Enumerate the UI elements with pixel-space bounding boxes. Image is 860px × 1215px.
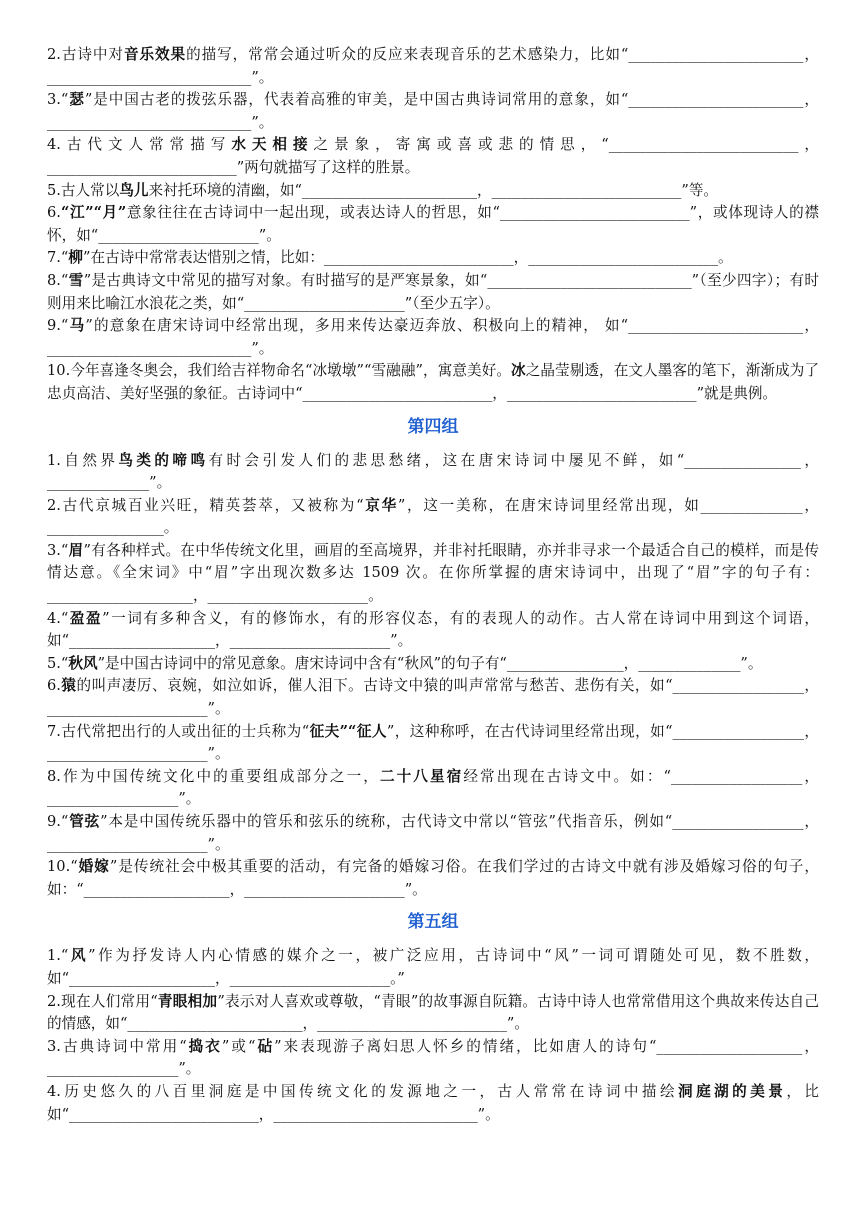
group-3-continued bbox=[47, 44, 819, 406]
question: 2.现在人们常用“青眼相加”表示对人喜欢或尊敬，“青眼”的故事源自阮籍。古诗中诗人也常常借用这个典故来传达自己的情感，如“________________________，__________________________”。 bbox=[47, 992, 819, 1033]
question: 3.“瑟”是中国古老的拨弦乐器，代表着高雅的审美，是中国古典诗词常用的意象，如“________________________，____________________________”。 bbox=[47, 91, 819, 131]
question: 4.古代文人常常描写水天相接之景象，寄寓或喜或悲的情思，“__________________________，__________________________”两句就描写了这样的胜景。 bbox=[47, 136, 819, 176]
question: 4.“盈盈”一词有多种含义，有的修饰水，有的形容仪态，有的表现人的动作。古人常在诗词中用到这个词语，如“____________________，______________________”。 bbox=[47, 609, 819, 650]
question: 8.“雪”是古典诗文中常见的描写对象。有时描写的是严寒景象，如“____________________________”（至少四字）；有时则用来比喻江水浪花之类，如“______________________”（至少五字）。 bbox=[47, 271, 819, 312]
section-heading: 第五组 bbox=[407, 912, 459, 933]
question: 7.“柳”在古诗中常常表达惜别之情，比如：__________________________，__________________________。 bbox=[47, 249, 733, 267]
question: 1.“风”作为抒发诗人内心情感的媒介之一，被广泛应用，古诗词中“风”一词可谓随处可见，数不胜数，如“____________________，______________________。” bbox=[47, 947, 819, 987]
worksheet-page bbox=[47, 44, 819, 1126]
question: 10.“婚嫁”是传统社会中极其重要的活动，有完备的婚嫁习俗。在我们学过的古诗文中就有涉及婚嫁习俗的句子，如：“____________________，______________________”。 bbox=[47, 858, 819, 898]
question: 9.“管弦”本是中国传统乐器中的管乐和弦乐的统称，古代诗文中常以“管弦”代指音乐，例如“__________________，______________________”。 bbox=[47, 813, 819, 853]
question: 3.古典诗词中常用“捣衣”或“砧”来表现游子离妇思人怀乡的情绪，比如唐人的诗句“____________________，__________________”。 bbox=[47, 1037, 819, 1078]
question: 2.古诗中对音乐效果的描写，常常会通过听众的反应来表现音乐的艺术感染力，比如“________________________，____________________________”。 bbox=[47, 46, 819, 86]
question: 5.古人常以鸟儿来衬托环境的清幽，如“________________________，__________________________”等。 bbox=[47, 181, 719, 199]
question: 3.“眉”有各种样式。在中华传统文化里，画眉的至高境界，并非衬托眼睛，亦并非寻求一个最适合自己的模样，而是传情达意。《全宋词》中“眉”字出现次数多达 1509 次。在你所掌握的唐宋诗词中，出现了“眉”字的句子有：____________________，______________________。 bbox=[47, 541, 819, 605]
question: 2.古代京城百业兴旺，精英荟萃，又被称为“京华”，这一美称，在唐宋诗词里经常出现，如______________，________________。 bbox=[47, 496, 819, 537]
question: 4.历史悠久的八百里洞庭是中国传统文化的发源地之一，古人常常在诗词中描绘洞庭湖的美景，比如“__________________________，____________________________”。 bbox=[47, 1082, 819, 1123]
question: 10.今年喜逢冬奥会，我们给吉祥物命名“冰墩墩”“雪融融”，寓意美好。冰之晶莹剔透，在文人墨客的笔下，渐渐成为了忠贞高洁、美好坚强的象征。古诗词中“__________________________，__________________________”就是典例。 bbox=[47, 362, 819, 402]
question: 5.“秋风”是中国古诗词中的常见意象。唐宋诗词中含有“秋风”的句子有“________________，______________”。 bbox=[47, 654, 763, 672]
question: 1.自然界鸟类的啼鸣有时会引发人们的悲思愁绪，这在唐宋诗词中屡见不鲜，如“________________，______________”。 bbox=[47, 451, 819, 492]
question: 9.“马”的意象在唐宋诗词中经常出现，多用来传达豪迈奔放、积极向上的精神， 如“________________________，____________________________”。 bbox=[47, 317, 819, 357]
question: 7.古代常把出行的人或出征的士兵称为“征夫”“征人”，这种称呼，在古代诗词里经常出现，如“__________________，______________________”。 bbox=[47, 722, 819, 763]
group-4 bbox=[47, 450, 819, 902]
question: 6.猿的叫声凄厉、哀婉，如泣如诉，催人泪下。古诗文中猿的叫声常常与愁苦、悲伤有关，如“__________________，______________________”。 bbox=[47, 677, 819, 718]
group-5 bbox=[47, 945, 819, 1126]
question: 8.作为中国传统文化中的重要组成部分之一，二十八星宿经常出现在古诗文中。如：“__________________，__________________”。 bbox=[47, 767, 819, 808]
question: 6.“江”“月”意象往往在古诗词中一起出现，或表达诗人的哲思，如“__________________________”，或体现诗人的襟怀，如“______________________”。 bbox=[47, 204, 819, 244]
section-heading: 第四组 bbox=[407, 416, 459, 437]
